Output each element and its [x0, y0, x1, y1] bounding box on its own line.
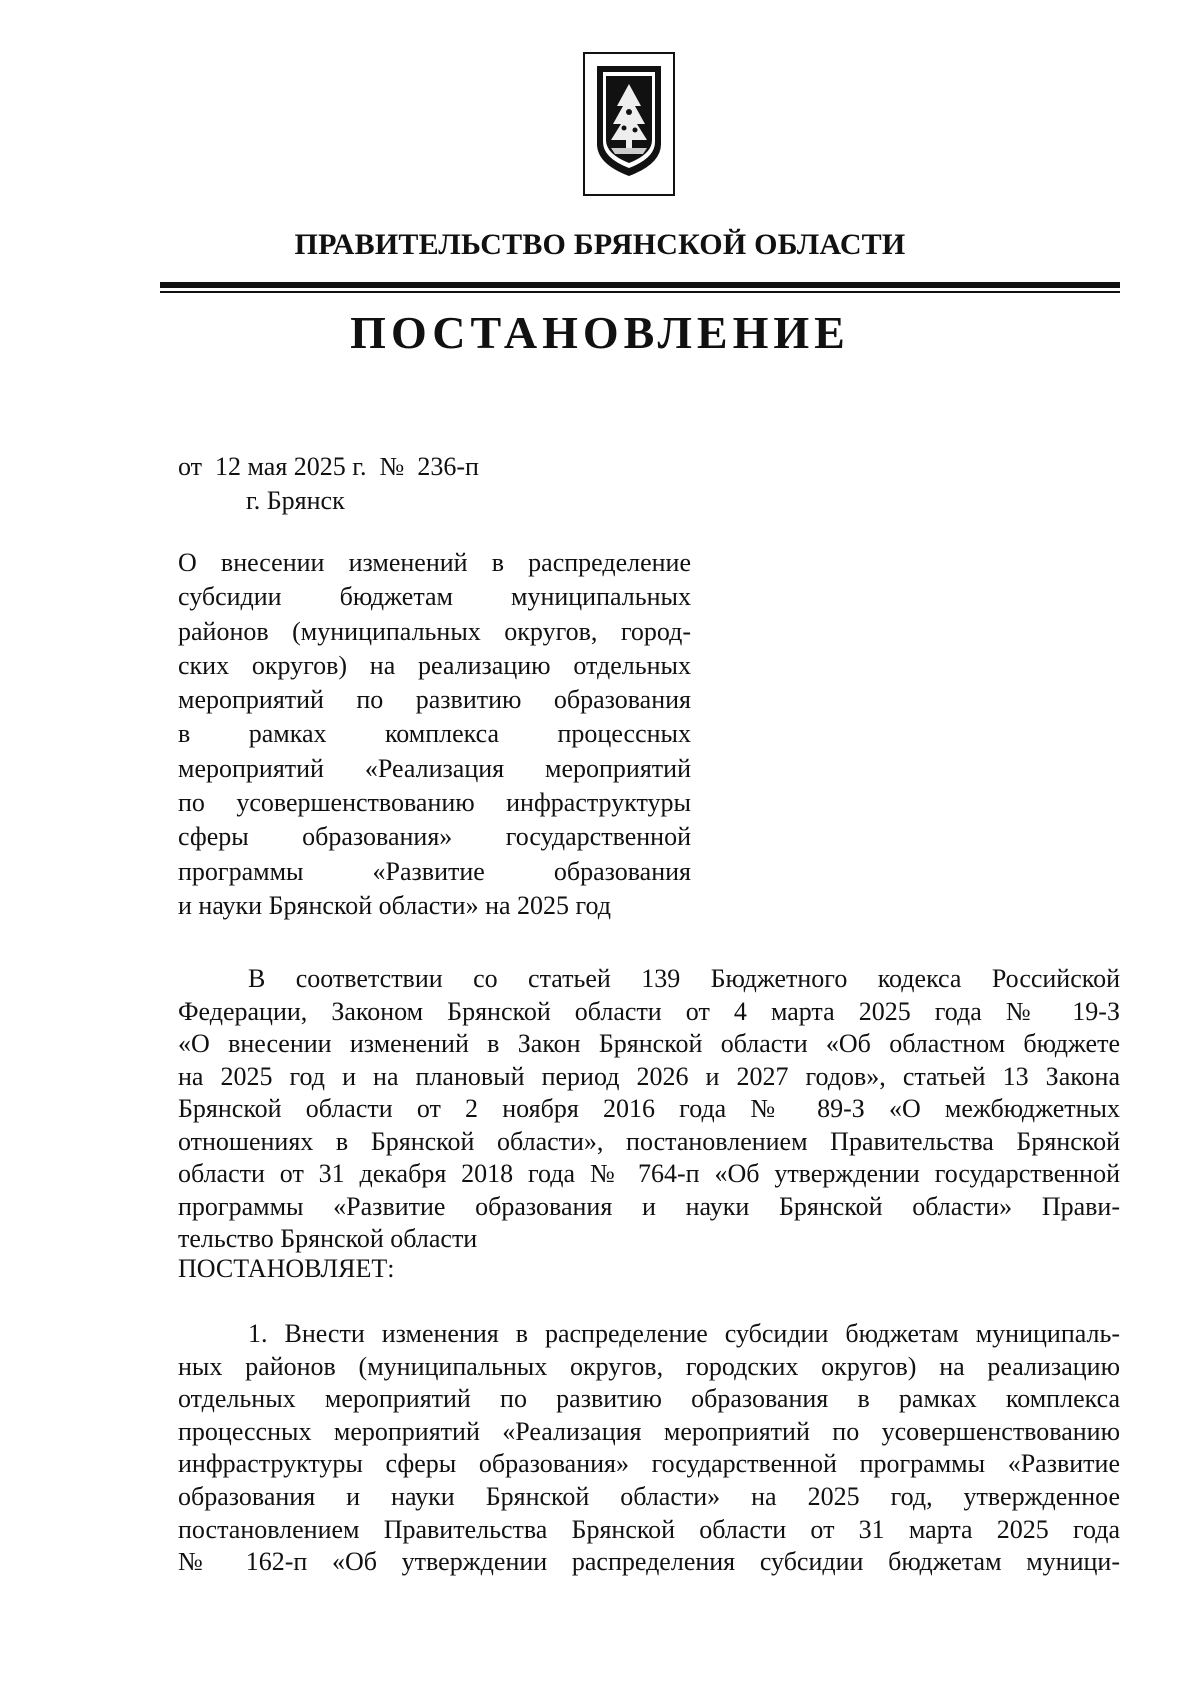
- subject-line: районов (муниципальных округов, город-: [178, 616, 691, 646]
- preamble-paragraph: [178, 963, 1120, 1256]
- preamble-line: В соответствии со статьей 139 Бюджетного кодекса Российской: [248, 964, 1120, 993]
- subject-line: мероприятий по развитию образования: [178, 685, 691, 715]
- preamble-line: «О внесении изменений в Закон Брянской области «Об областном бюджете: [178, 1029, 1120, 1058]
- item-1-line: образования и науки Брянской области» на 2025 год, утвержденное: [178, 1481, 1120, 1511]
- coat-of-arms-icon: [583, 52, 675, 196]
- item-1-line: отдельных мероприятий по развитию образования в рамках комплекса: [178, 1384, 1120, 1414]
- document-subject: [178, 546, 691, 923]
- subject-line: и науки Брянской области» на 2025 год: [178, 890, 612, 920]
- government-title: ПРАВИТЕЛЬСТВО БРЯНСКОЙ ОБЛАСТИ: [294, 228, 906, 261]
- preamble-line: области от 31 декабря 2018 года № 764-п «Об утверждении государственной: [178, 1159, 1120, 1188]
- preamble-line: Федерации, Законом Брянской области от 4 марта 2025 года № 19-З: [178, 996, 1120, 1026]
- header-rule-thin: [160, 291, 1120, 293]
- subject-line: О внесении изменений в распределение: [178, 548, 691, 577]
- subject-line: мероприятий «Реализация мероприятий: [178, 753, 691, 783]
- preamble-line: на 2025 год и на плановый период 2026 и 2027 годов», статьей 13 Закона: [178, 1061, 1120, 1091]
- item-1-paragraph: [178, 1318, 1120, 1579]
- subject-line: программы «Развитие образования: [178, 856, 691, 886]
- header-rule-thick: [160, 282, 1120, 288]
- resolves-heading: ПОСТАНОВЛЯЕТ:: [178, 1254, 395, 1283]
- subject-line: ских округов) на реализацию отдельных: [178, 650, 691, 680]
- item-1-line: процессных мероприятий «Реализация мероприятий по усовершенствованию: [178, 1416, 1120, 1446]
- preamble-line: отношениях в Брянской области», постановлением Правительства Брянской: [178, 1126, 1120, 1156]
- item-1-line: ных районов (муниципальных округов, городских округов) на реализацию: [178, 1351, 1120, 1381]
- document-city: г. Брянск: [246, 486, 345, 515]
- item-1-line: № 162-п «Об утверждении распределения субсидии бюджетам муници-: [178, 1547, 1120, 1577]
- item-1-line: постановлением Правительства Брянской области от 31 марта 2025 года: [178, 1514, 1120, 1544]
- preamble-line: Брянской области от 2 ноября 2016 года № 89-З «О межбюджетных: [178, 1094, 1120, 1123]
- subject-line: по усовершенствованию инфраструктуры: [178, 788, 691, 818]
- document-type-title: ПОСТАНОВЛЕНИЕ: [350, 307, 850, 358]
- preamble-line: тельство Брянской области: [178, 1224, 478, 1253]
- item-1-line: инфраструктуры сферы образования» государственной программы «Развитие: [178, 1449, 1120, 1479]
- document-date-number: от 12 мая 2025 г. № 236-п: [178, 452, 479, 481]
- subject-line: в рамках комплекса процессных: [178, 719, 691, 749]
- item-1-line: 1. Внести изменения в распределение субсидии бюджетам муниципаль-: [248, 1319, 1120, 1348]
- subject-line: субсидии бюджетам муниципальных: [178, 582, 691, 612]
- subject-line: сферы образования» государственной: [178, 822, 691, 852]
- preamble-line: программы «Развитие образования и науки Брянской области» Прави-: [178, 1191, 1120, 1221]
